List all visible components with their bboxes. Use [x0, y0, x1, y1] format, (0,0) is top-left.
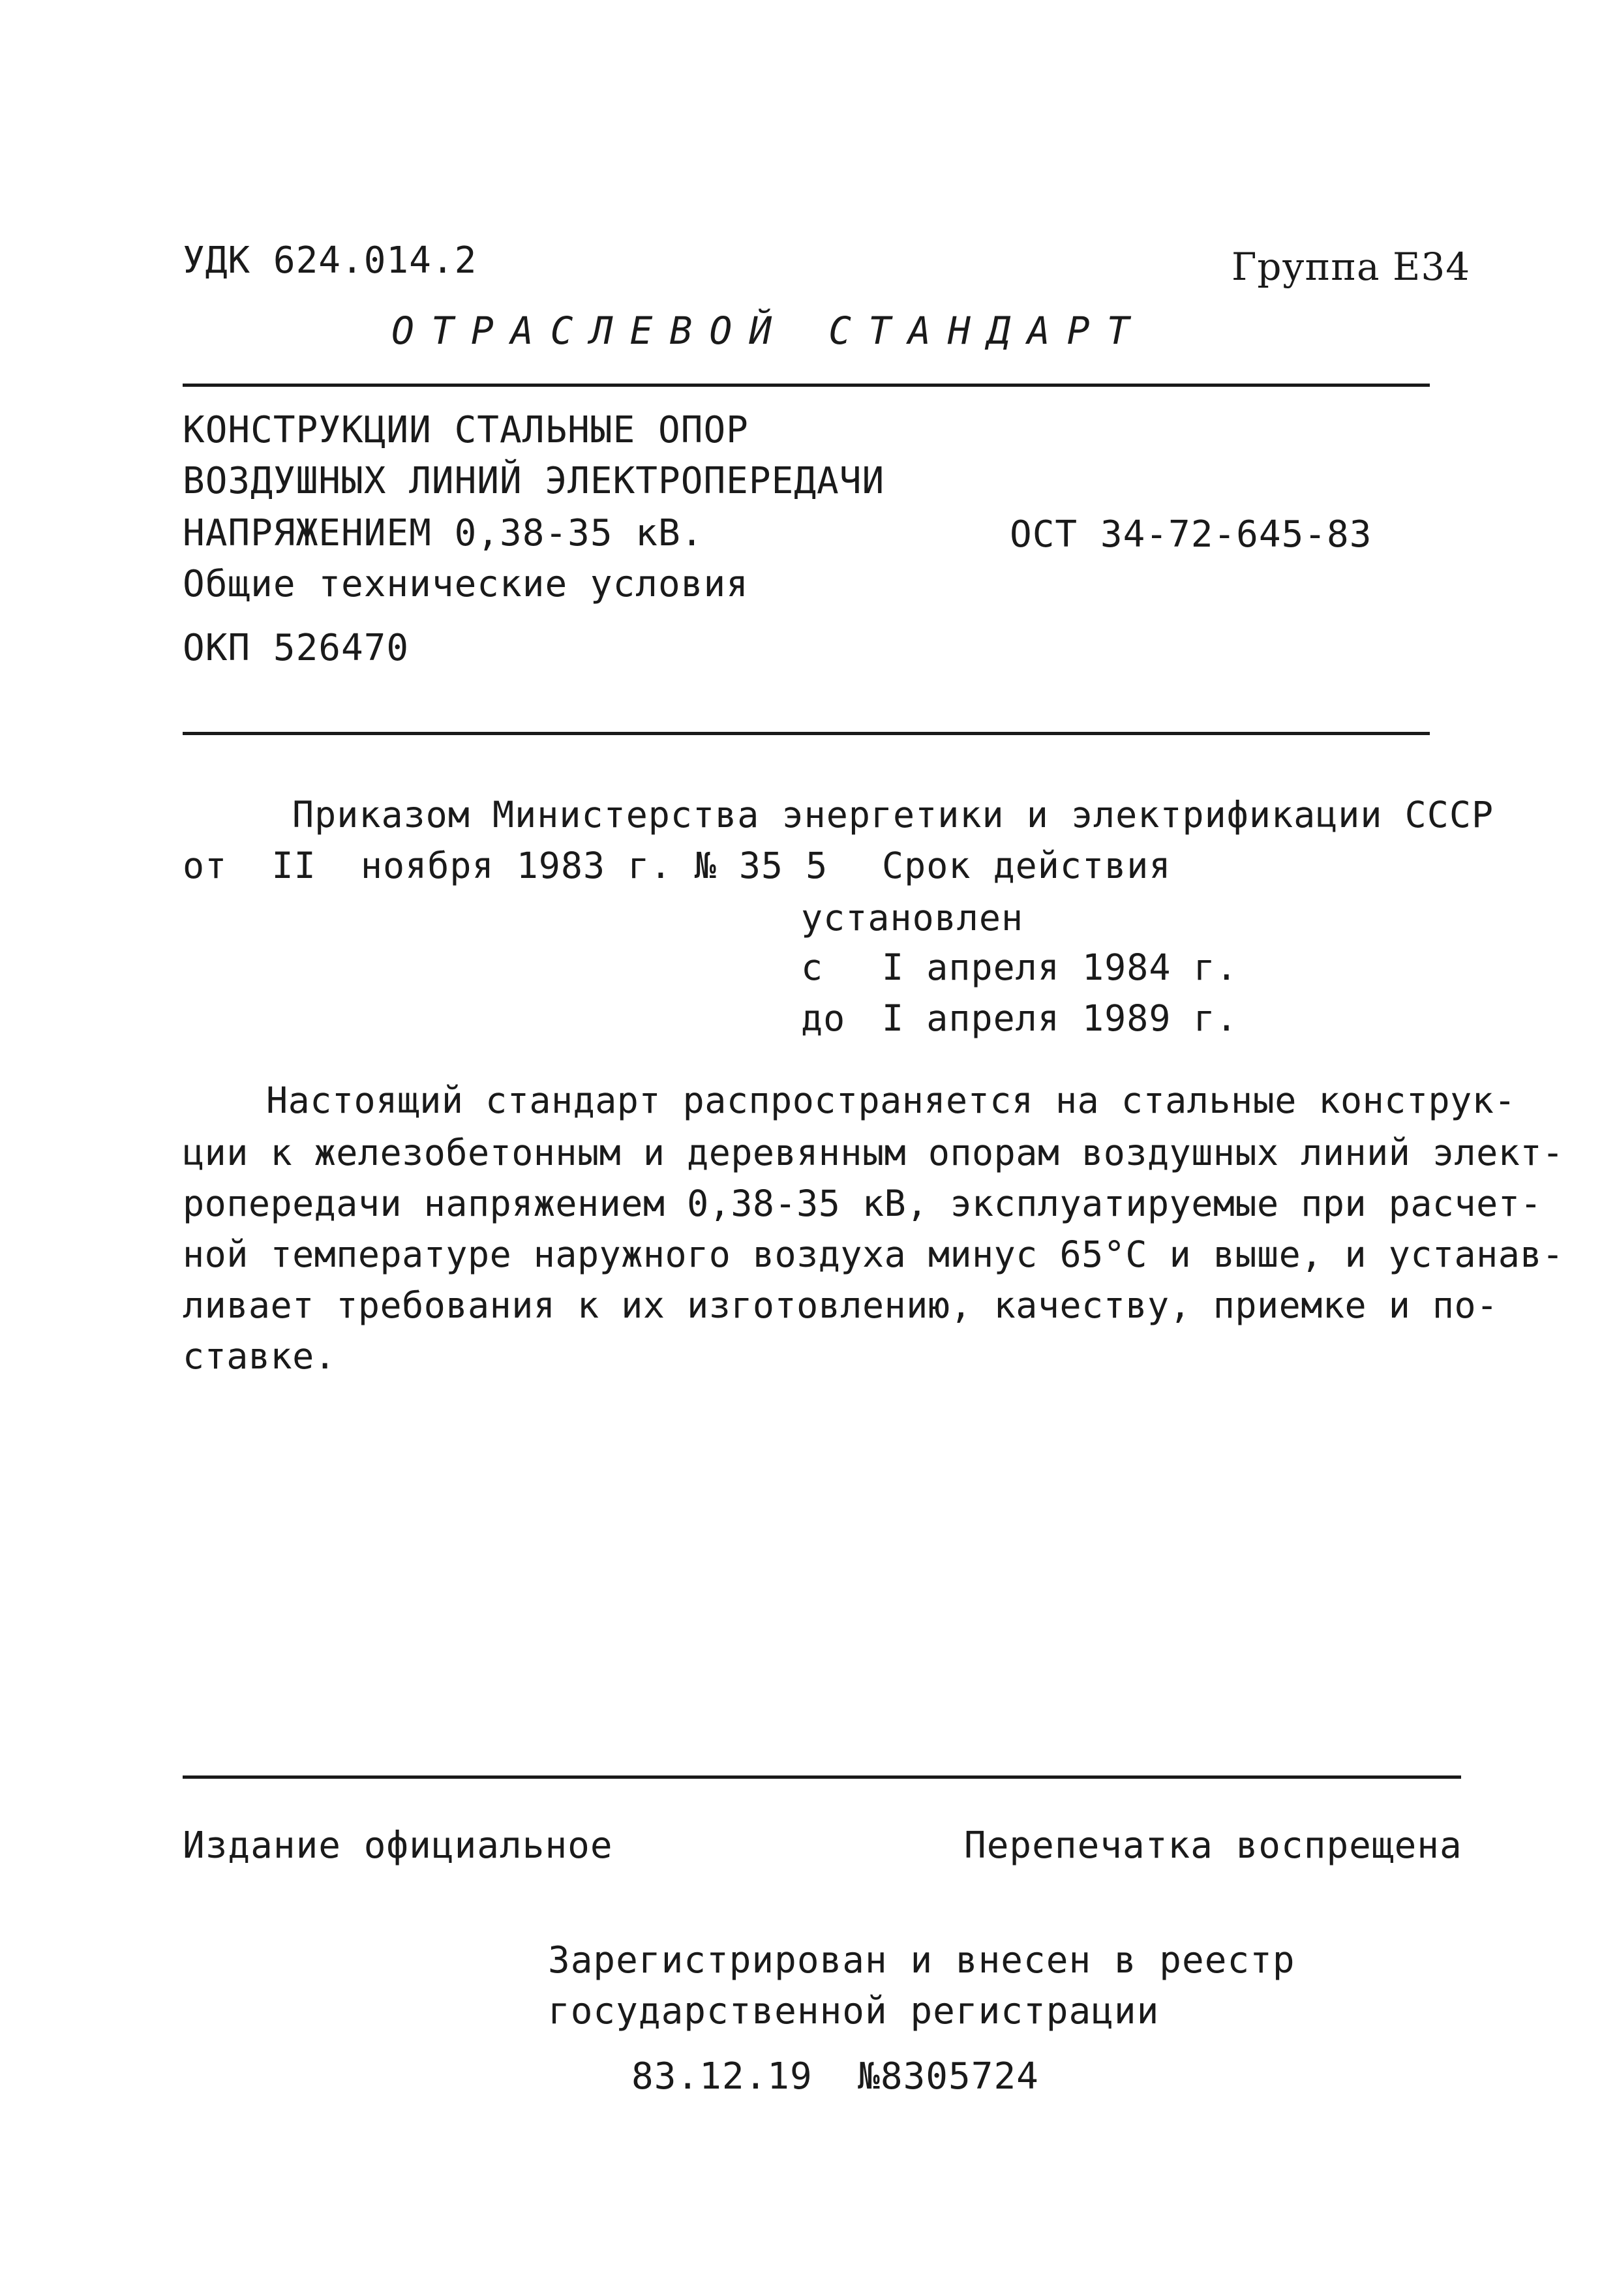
registry-line-1: Зарегистрирован и внесен в реестр: [548, 1939, 1295, 1982]
validity-established: установлен: [801, 897, 1024, 939]
udk-code: УДК 624.014.2: [183, 239, 477, 282]
scope-line-6: ставке.: [183, 1335, 337, 1377]
reprint-prohibited-label: Перепечатка воспрещена: [964, 1824, 1462, 1867]
top-rule: [183, 384, 1430, 387]
validity-to-date: I апреля 1989 г.: [882, 997, 1238, 1039]
validity-from-prefix: с: [801, 946, 824, 988]
standard-number: ОСТ 34-72-645-83: [1010, 513, 1372, 556]
scope-line-2: ции к железобетонным и деревянным опорам воздушных линий элект-: [183, 1132, 1564, 1173]
scope-line-3: ропередачи напряжением 0,38-35 кВ, эксплуатируемые при расчет-: [183, 1183, 1542, 1224]
scope-line-1: Настоящий стандарт распространяется на стальные конструк-: [266, 1080, 1516, 1121]
order-line-2: от II ноября 1983 г. № 35 5: [183, 845, 828, 886]
validity-label: Срок действия: [882, 845, 1171, 886]
designation-bottom-rule: [183, 732, 1430, 735]
registry-line-2: государственной регистрации: [548, 1990, 1160, 2032]
standard-name-line-4: Общие технические условия: [183, 563, 749, 605]
standard-name-line-3: НАПРЯЖЕНИЕМ 0,38-35 кВ.: [183, 512, 704, 554]
scope-line-4: ной температуре наружного воздуха минус 65°С и выше, и устанав-: [183, 1233, 1564, 1275]
scope-line-5: ливает требования к их изготовлению, качеству, приемке и по-: [183, 1284, 1498, 1326]
group-code: Группа Е34: [1232, 245, 1471, 289]
okp-code: ОКП 526470: [183, 627, 410, 669]
order-line-1: Приказом Министерства энергетики и электрификации СССР: [292, 794, 1494, 836]
official-edition-label: Издание официальное: [183, 1824, 613, 1867]
footer-rule: [183, 1775, 1461, 1779]
validity-from-date: I апреля 1984 г.: [882, 946, 1238, 988]
registry-number: 83.12.19 №8305724: [631, 2055, 1039, 2098]
document-title: ОТРАСЛЕВОЙ СТАНДАРТ: [391, 309, 1147, 353]
standard-name-line-1: КОНСТРУКЦИИ СТАЛЬНЫЕ ОПОР: [183, 409, 749, 451]
validity-to-prefix: до: [801, 997, 846, 1039]
standard-name-line-2: ВОЗДУШНЫХ ЛИНИЙ ЭЛЕКТРОПЕРЕДАЧИ: [183, 460, 885, 502]
